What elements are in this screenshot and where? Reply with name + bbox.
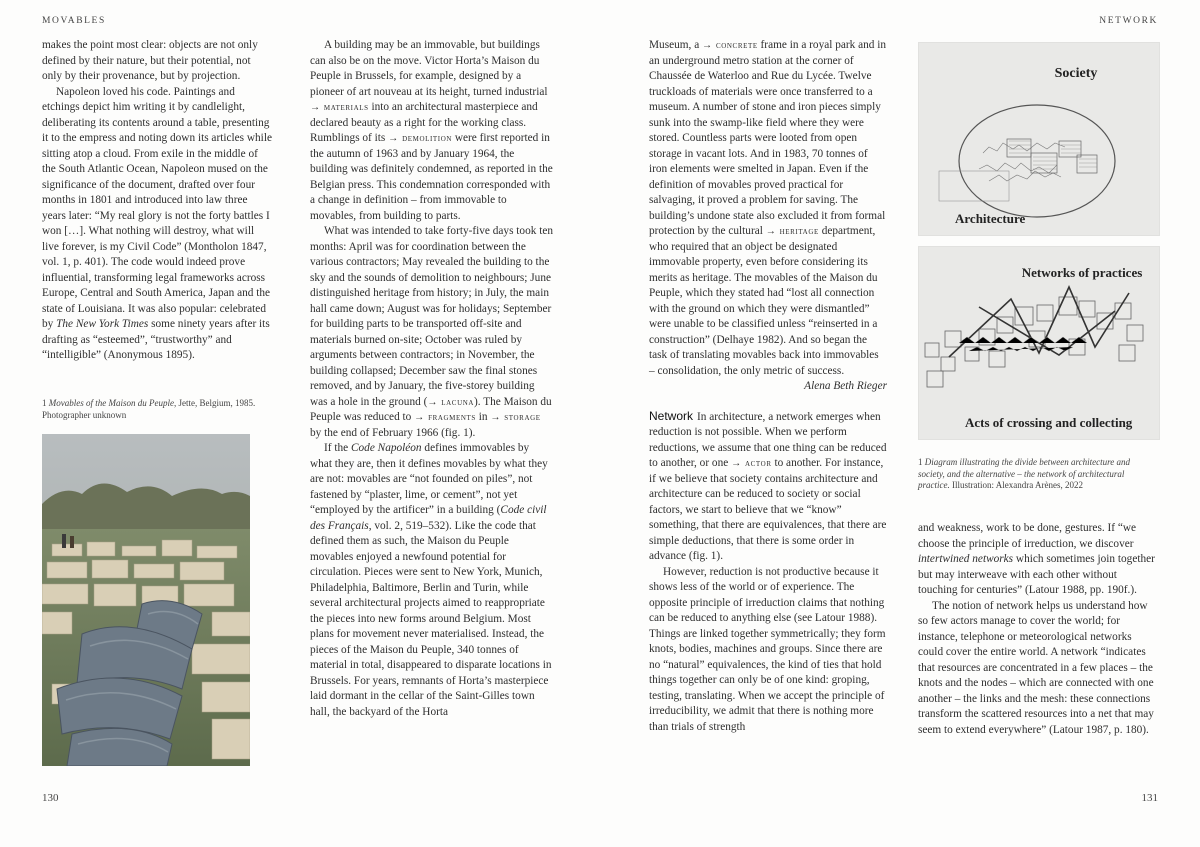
cross-reference-link[interactable]: → heritage: [765, 226, 819, 237]
paragraph: makes the point most clear: objects are not only defined by their nature, but their potential, not only by their provenance, but by projection.: [42, 39, 258, 82]
column-1: [42, 38, 272, 364]
running-head-right: NETWORK: [1099, 16, 1158, 26]
photo-movables: [42, 434, 250, 766]
paragraph: A building may be an immovable, but buildings can also be on the move. Victor Horta’s Maison du Peuple in Brussels, for example, designed by a pioneer of art nouveau at its height, turned industrial → materials into an architectural masterpiece and declared beauty as a right for the working class. Rumblings of its → demolition were first reported in the autumn of 1963 and by January 1964, the building was definitely condemned, as reported in the Belgian press. This condemnation corresponded with a change in definition – from immovable to movables, from building to parts.: [310, 39, 553, 222]
diagram-drawing: [919, 43, 1159, 235]
entry-network: Network In architecture, a network emerges when reduction is not possible. When we perform reductions, we assume that one thing can be reduced to another, or one → actor to another. For instance, if we believe that society contains architecture and architecture can be reduced to society or social factors, we start to believe that we “know” something, that there are equivalences, that there are simple deductions, that there is some order in advance (fig. 1).: [649, 408, 887, 562]
paragraph: Napoleon loved his code. Paintings and etchings depict him writing it by candlelight, deliberating its contents around a table, presenting it to the empress and noting down its articles while sitting atop a cloud. From exile in the middle of the South Atlantic Ocean, Napoleon mused on the significance of the document, drafted over four months in 1801 and introduced into law three years later: “My real glory is not the forty battles I won […]. What nothing will destroy, what will live forever, is my Civil Code” (Montholon 1847, vol. 1, p. 401). The code would indeed prove influential, transforming legal frameworks across Europe, Central and South America, Japan and the state of Louisiana. It was also popular: celebrated by The New York Times some ninety years after its drafting as “esteemed”, “trustworthy” and “intelligible” (Anonymous 1895).: [42, 85, 272, 361]
diagram-label-architecture: Architecture: [955, 211, 1026, 226]
figure-caption-right: 1 Diagram illustrating the divide between architecture and society, and the alternative – the network of architectural practice. Illustration: Alexandra Arènes, 2022: [918, 457, 1131, 490]
diagram-networks-of-practices: [918, 246, 1160, 440]
column-3: [649, 38, 887, 735]
figure-caption-left: 1 Movables of the Maison du Peuple, Jette, Belgium, 1985. Photographer unknown: [42, 398, 256, 420]
cross-reference-link[interactable]: → storage: [490, 412, 541, 423]
paragraph: What was intended to take forty-five days took ten months: April was for coordination between the various contractors; May revealed the building to the sky and the sounds of demolition to neighbours; June distinguished heritage from history; in July, the main hall came down; August was for holidays; September for building parts to be transported off-site and materials burned on-site; October was ruled by arguments between contractors; in November, the building collapsed; December saw the final stones removed, and by January, the five-storey building was a hole in the ground (→ lacuna). The Maison du Peuple was reduced to → fragments in → storage by the end of February 1966 (fig. 1).: [310, 225, 554, 439]
author-signature: Alena Beth Rieger: [804, 380, 887, 392]
diagram-society-architecture: [918, 42, 1160, 236]
page-number-left: 130: [42, 792, 59, 804]
running-head-left: MOVABLES: [42, 16, 106, 26]
diagram-label-society: Society: [1054, 66, 1098, 81]
paragraph: The notion of network helps us understand how so few actors manage to cover the world; for instance, telephone or meteorological networks could cover the entire world. A network “indicates that resources are concentrated in a few places – the knots and the nodes – which are connected with one another – the links and the mesh: these connections transform the scattered resources into a net that may seem to extend everywhere” (Latour 1987, p. 180).: [918, 599, 1154, 736]
column-4: [918, 521, 1158, 738]
cross-reference-link[interactable]: → demolition: [388, 133, 453, 144]
photo-illustration: [42, 434, 250, 766]
cross-reference-link[interactable]: → fragments: [414, 412, 476, 423]
cross-reference-link[interactable]: → concrete: [702, 40, 758, 51]
column-2: [310, 38, 553, 720]
paragraph: If the Code Napoléon defines immovables by what they are, then it defines movables by what they are not: movables are “not founded on piles”, not fastened by “plaster, lime, or cement”, not yet “employed by the artificer” in a building (Code civil des Français, vol. 2, 519–532). Like the code that defined them as such, the Maison du Peuple movables enjoyed a newfound potential for circulation. Pieces were sent to New York, Munich, Philadelphia, Baltimore, Berlin and Turin, while several architectural projects aimed to reappropriate the pieces into new forms around Belgium. Most plans for movement never materialised. Instead, the pieces of the Maison du Peuple, 340 tonnes of material in total, disappeared to disparate locations in Brussels. For years, remnants of Horta’s masterpiece laid dormant in the cellar of the Saint-Gilles town hall, the backyard of the Horta: [310, 442, 552, 718]
cross-reference-link[interactable]: → materials: [310, 102, 369, 113]
entry-term: Network: [649, 408, 694, 423]
diagram-label-acts: Acts of crossing and collecting: [965, 415, 1133, 430]
cross-reference-link[interactable]: → lacuna: [427, 396, 475, 408]
paragraph: However, reduction is not productive because it shows less of the world or of experience. The opposite principle of irreduction claims that nothing can be reduced to anything else (see Latour 1988). Things are linked together symmetrically; they form knots, bodies, machines and groups. Since there are no “natural” equivalences, the kind of ties that hold things together can only be of one kind: groping, testing, translating. When we accept the principle of irreducibility, we admit that there is nothing more than trials of strength: [649, 565, 886, 733]
diagram-label-networks: Networks of practices: [1021, 265, 1143, 280]
diagram-drawing: [919, 247, 1159, 439]
paragraph: and weakness, work to be done, gestures. If “we choose the principle of irreduction, we discover intertwined networks which sometimes join together but may interweave with each other without touching for centuries” (Latour 1988, pp. 190f.).: [918, 522, 1155, 596]
paragraph: Museum, a → concrete frame in a royal park and in an underground metro station at the corner of Chaussée de Waterloo and Rue du Lycée. Twelve truckloads of materials were once transferred to a museum. A number of stone and iron pieces simply sunk into the swamp-like field where they were stored. Countless parts were looted from open storage in vacant lots. And in 1983, 70 tonnes of iron elements were smelted in Japan. Even if the definition of movables proved practical for salvaging, it proved a problem for saving. The building’s undone state also excluded it from formal protection by the cultural → heritage department, who required that an object be designated immovable property, even before considering its merits as heritage. The movables of the Maison du Peuple, which they stated had “lost all connection with the ground on which they were dismantled” were unable to be classified unless “reinserted in a construction” (Delhaye 1982). And so began the task of translating movables back into immovables – consolidation, the only metric of success. Alena Beth Rieger: [649, 38, 887, 395]
page-number-right: 131: [1141, 792, 1158, 804]
cross-reference-link[interactable]: → actor: [731, 458, 772, 469]
